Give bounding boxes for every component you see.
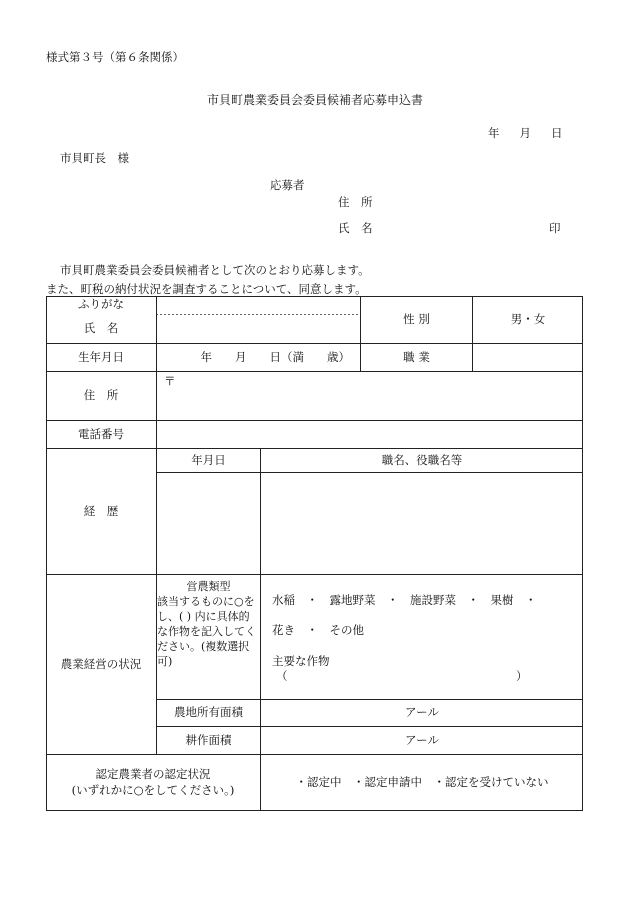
certified-status-options: ・認定中 ・認定申請中 ・認定を受けていない xyxy=(295,775,549,790)
farm-type-options-row1: 水稲 ・ 露地野菜 ・ 施設野菜 ・ 果樹 ・ xyxy=(272,593,537,607)
gender-label: 性 別 xyxy=(403,311,430,326)
date-line xyxy=(488,125,563,141)
certified-status-label: 認定農業者の認定状況 xyxy=(95,767,211,782)
body-text-line1: 市貝町農業委員会委員候補者として次のとおり応募します。 xyxy=(60,263,370,277)
furigana-label: ふりがな xyxy=(78,297,124,312)
farm-type-note: 該当するものに○をし、( ) 内に具体的な作物を記入してください。(複数選択可) xyxy=(157,595,256,668)
farm-type-options-row2: 花き ・ その他 xyxy=(272,623,364,637)
phone-label: 電話番号 xyxy=(78,426,124,441)
date-year: 年 xyxy=(488,126,500,140)
main-crops-paren-close: ） xyxy=(516,669,528,683)
career-label: 経 歴 xyxy=(83,503,119,518)
main-crops-label: 主要な作物 xyxy=(272,654,330,668)
certified-status-cell xyxy=(46,755,260,811)
date-day: 日 xyxy=(551,126,563,140)
date-month: 月 xyxy=(519,126,531,140)
career-position-header: 職名、役職名等 xyxy=(381,452,463,467)
cultivated-land-unit: アール xyxy=(405,732,439,747)
farm-type-title: 営農類型 xyxy=(186,580,231,593)
name-label: 氏 名 xyxy=(83,321,119,336)
gender-value: 男・女 xyxy=(510,311,546,326)
owned-land-label: 農地所有面積 xyxy=(174,705,243,720)
document-title: 市貝町農業委員会委員候補者応募申込書 xyxy=(206,93,423,107)
applicant-name-label: 氏 名 xyxy=(338,221,373,235)
body-text-line2: また、町税の納付状況を調査することについて、同意します。 xyxy=(46,282,367,296)
birthdate-label: 生年月日 xyxy=(78,349,124,364)
birthdate-value: 年 月 日（満 歳） xyxy=(200,349,350,364)
certified-status-note: (いずれかに○をしてください。) xyxy=(71,783,235,797)
farm-status-label: 農業経営の状況 xyxy=(60,656,142,671)
applicant-address-label: 住 所 xyxy=(338,195,373,209)
main-crops-paren-open: （ xyxy=(276,669,288,683)
address-label: 住 所 xyxy=(83,388,119,403)
cultivated-land-label: 耕作面積 xyxy=(185,732,232,747)
occupation-label: 職 業 xyxy=(403,349,430,364)
application-table xyxy=(46,296,583,811)
form-number: 様式第３号（第６条関係） xyxy=(46,50,184,64)
seal-mark: 印 xyxy=(549,221,561,235)
owned-land-unit: アール xyxy=(405,705,439,720)
postal-mark: 〒 xyxy=(164,374,176,388)
addressee: 市貝町長 様 xyxy=(60,151,129,165)
career-date-header: 年月日 xyxy=(191,452,226,467)
applicant-label: 応募者 xyxy=(270,178,305,192)
farm-type-block xyxy=(157,579,260,669)
